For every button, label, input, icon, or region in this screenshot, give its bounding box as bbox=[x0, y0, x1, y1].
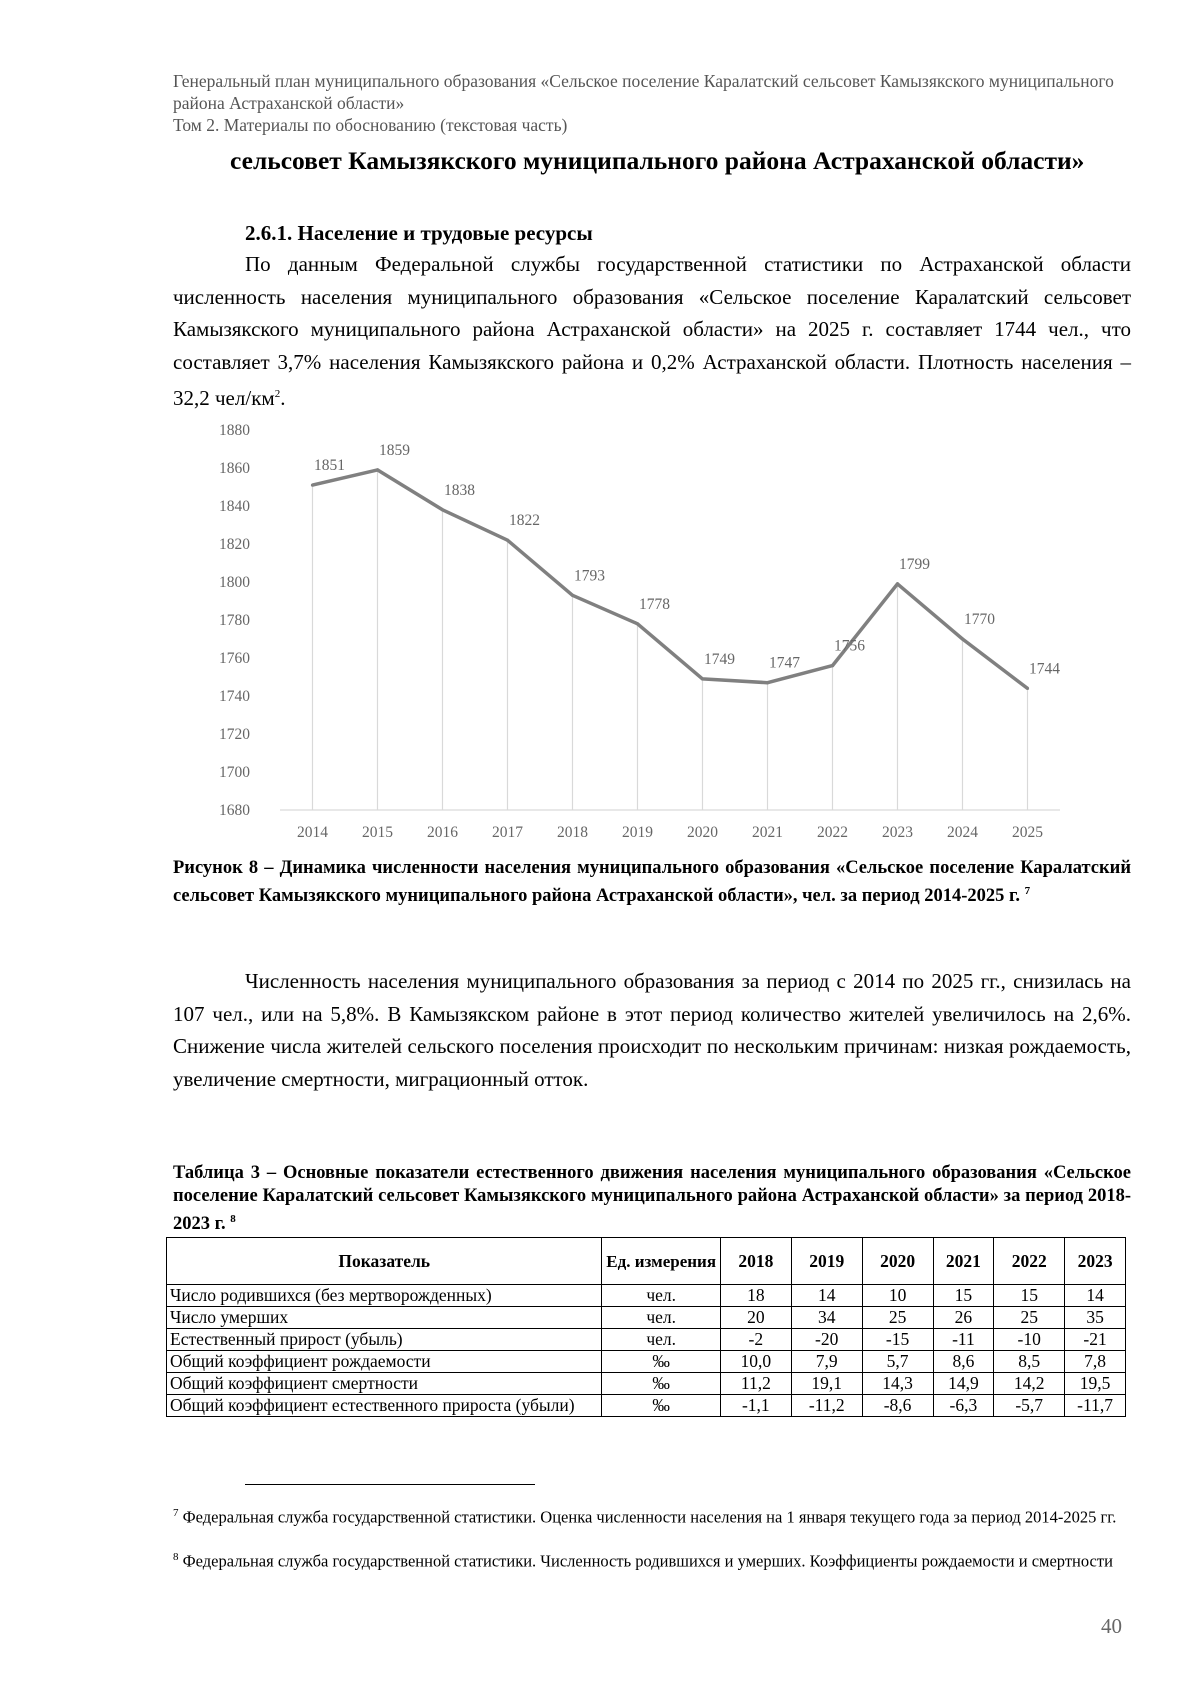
footnote-separator bbox=[245, 1484, 535, 1485]
data-point bbox=[636, 622, 639, 625]
x-tick-label: 2020 bbox=[687, 824, 718, 841]
x-tick-label: 2016 bbox=[427, 824, 458, 841]
unit-cell: чел. bbox=[602, 1329, 720, 1351]
value-cell: 7,9 bbox=[791, 1351, 862, 1373]
value-cell: -10 bbox=[994, 1329, 1065, 1351]
value-cell: 5,7 bbox=[862, 1351, 933, 1373]
y-tick-label: 1880 bbox=[219, 422, 250, 439]
table-caption bbox=[173, 1162, 1131, 1236]
x-tick-label: 2015 bbox=[362, 824, 393, 841]
table-row bbox=[167, 1307, 1126, 1329]
y-tick-label: 1700 bbox=[219, 764, 250, 781]
value-cell: 18 bbox=[720, 1285, 791, 1307]
x-tick-label: 2018 bbox=[557, 824, 588, 841]
data-label: 1749 bbox=[704, 650, 735, 668]
header-indicator: Показатель bbox=[167, 1238, 602, 1285]
value-cell: 14,9 bbox=[933, 1373, 994, 1395]
table-row bbox=[167, 1329, 1126, 1351]
unit-cell: чел. bbox=[602, 1285, 720, 1307]
footnote-ref-8: 8 bbox=[230, 1213, 236, 1225]
value-cell: 25 bbox=[994, 1307, 1065, 1329]
y-tick-label: 1860 bbox=[219, 460, 250, 477]
value-cell: 25 bbox=[862, 1307, 933, 1329]
value-cell: -15 bbox=[862, 1329, 933, 1351]
data-label: 1838 bbox=[444, 481, 475, 499]
data-point bbox=[1026, 687, 1029, 690]
running-header-volume: Том 2. Материалы по обоснованию (текстовая часть) bbox=[173, 115, 568, 135]
value-cell: -5,7 bbox=[994, 1395, 1065, 1417]
data-point bbox=[441, 508, 444, 511]
data-point bbox=[701, 677, 704, 680]
section-heading: 2.6.1. Население и трудовые ресурсы bbox=[245, 221, 593, 245]
indicator-cell: Естественный прирост (убыль) bbox=[167, 1329, 602, 1351]
indicator-cell: Число родившихся (без мертворожденных) bbox=[167, 1285, 602, 1307]
running-header-title: Генеральный план муниципального образования «Сельское поселение Каралатский сельсовет Камызякского муниципального района Астраханской области» bbox=[173, 71, 1114, 113]
y-tick-label: 1720 bbox=[219, 726, 250, 743]
indicator-cell: Число умерших bbox=[167, 1307, 602, 1329]
value-cell: -6,3 bbox=[933, 1395, 994, 1417]
value-cell: 26 bbox=[933, 1307, 994, 1329]
data-point bbox=[961, 637, 964, 640]
header-year: 2019 bbox=[791, 1238, 862, 1285]
footnote-7 bbox=[173, 1503, 1131, 1528]
value-cell: 35 bbox=[1065, 1307, 1126, 1329]
value-cell: 14,2 bbox=[994, 1373, 1065, 1395]
unit-cell: чел. bbox=[602, 1307, 720, 1329]
value-cell: 34 bbox=[791, 1307, 862, 1329]
x-tick-label: 2021 bbox=[752, 824, 783, 841]
running-header bbox=[173, 70, 1133, 136]
paragraph-population-change: Численность населения муниципального образования за период с 2014 по 2025 гг., снизилась на 107 чел., или на 5,8%. В Камызякском районе в этот период количество жителей увеличилось на 2,6%. Снижение числа жителей сельского поселения происходит по нескольким причинам: низкая рождаемость, увеличение смертности, миграционный отток. bbox=[173, 969, 1131, 1091]
x-tick-label: 2024 bbox=[947, 824, 978, 841]
data-point bbox=[831, 664, 834, 667]
value-cell: -2 bbox=[720, 1329, 791, 1351]
value-cell: 10,0 bbox=[720, 1351, 791, 1373]
value-cell: -21 bbox=[1065, 1329, 1126, 1351]
paragraph-population bbox=[173, 248, 1131, 415]
data-label: 1822 bbox=[509, 512, 540, 530]
data-label: 1770 bbox=[964, 611, 995, 628]
value-cell: -8,6 bbox=[862, 1395, 933, 1417]
footnote-ref-7: 7 bbox=[1024, 885, 1031, 897]
footnote-number: 7 bbox=[173, 1507, 179, 1519]
data-label: 1799 bbox=[899, 555, 930, 573]
data-label: 1793 bbox=[574, 567, 605, 585]
figure-caption-text: Рисунок 8 – Динамика численности населения муниципального образования «Сельское поселение Каралатский сельсовет Камызякского муниципального района Астраханской области», чел. за период 2014-2025 г. bbox=[173, 858, 1131, 907]
x-tick-label: 2022 bbox=[817, 824, 848, 841]
table-row bbox=[167, 1395, 1126, 1417]
y-tick-label: 1840 bbox=[219, 498, 250, 515]
data-label: 1747 bbox=[769, 654, 800, 672]
unit-cell: ‰ bbox=[602, 1351, 720, 1373]
header-unit: Ед. измерения bbox=[602, 1238, 720, 1285]
natural-movement-table bbox=[166, 1237, 1126, 1417]
value-cell: 10 bbox=[862, 1285, 933, 1307]
x-tick-label: 2014 bbox=[297, 824, 328, 841]
footnote-text: Федеральная служба государственной статистики. Оценка численности населения на 1 января текущего года за период 2014-2025 гг. bbox=[178, 1507, 1117, 1527]
superscript-km2: 2 bbox=[274, 388, 281, 400]
x-tick-label: 2025 bbox=[1012, 824, 1043, 841]
table-row bbox=[167, 1373, 1126, 1395]
header-year: 2022 bbox=[994, 1238, 1065, 1285]
data-point bbox=[376, 468, 379, 471]
unit-cell: ‰ bbox=[602, 1395, 720, 1417]
value-cell: 15 bbox=[933, 1285, 994, 1307]
paragraph-population-text: По данным Федеральной службы государственной статистики по Астраханской области численность населения муниципального образования «Сельское поселение Каралатский сельсовет Камызякского муниципального района Астраханской области» на 2025 г. составляет 1744 чел., что составляет 3,7% населения Камызякского района и 0,2% Астраханской области. Плотность населения – 32,2 чел/км bbox=[173, 252, 1131, 410]
data-label: 1859 bbox=[379, 441, 410, 459]
header-year: 2020 bbox=[862, 1238, 933, 1285]
value-cell: 8,5 bbox=[994, 1351, 1065, 1373]
data-point bbox=[571, 594, 574, 597]
population-line-chart bbox=[210, 418, 1090, 848]
unit-cell: ‰ bbox=[602, 1373, 720, 1395]
value-cell: -20 bbox=[791, 1329, 862, 1351]
x-tick-label: 2019 bbox=[622, 824, 653, 841]
value-cell: -11 bbox=[933, 1329, 994, 1351]
paragraph-population-tail: . bbox=[280, 386, 286, 410]
y-tick-label: 1800 bbox=[219, 574, 250, 591]
y-tick-label: 1680 bbox=[219, 802, 250, 819]
footnote-text: Федеральная служба государственной статистики. Численность родившихся и умерших. Коэффициенты рождаемости и смертности bbox=[178, 1551, 1113, 1571]
indicator-cell: Общий коэффициент естественного прироста (убыли) bbox=[167, 1395, 602, 1417]
x-tick-label: 2017 bbox=[492, 824, 523, 841]
data-point bbox=[896, 582, 899, 585]
page-number: 40 bbox=[1101, 1614, 1122, 1638]
title-fragment: сельсовет Камызякского муниципального района Астраханской области» bbox=[230, 146, 1085, 175]
value-cell: 19,1 bbox=[791, 1373, 862, 1395]
value-cell: 7,8 bbox=[1065, 1351, 1126, 1373]
value-cell: 11,2 bbox=[720, 1373, 791, 1395]
value-cell: -11,7 bbox=[1065, 1395, 1126, 1417]
value-cell: 14 bbox=[791, 1285, 862, 1307]
footnote-8 bbox=[173, 1547, 1131, 1572]
x-tick-label: 2023 bbox=[882, 824, 913, 841]
data-point bbox=[311, 484, 314, 487]
value-cell: -11,2 bbox=[791, 1395, 862, 1417]
indicator-cell: Общий коэффициент смертности bbox=[167, 1373, 602, 1395]
data-label: 1851 bbox=[314, 457, 345, 475]
value-cell: 8,6 bbox=[933, 1351, 994, 1373]
y-tick-label: 1740 bbox=[219, 688, 250, 705]
value-cell: 14 bbox=[1065, 1285, 1126, 1307]
data-point bbox=[506, 539, 509, 542]
data-label: 1778 bbox=[639, 595, 670, 613]
indicator-cell: Общий коэффициент рождаемости bbox=[167, 1351, 602, 1373]
value-cell: 19,5 bbox=[1065, 1373, 1126, 1395]
y-tick-label: 1780 bbox=[219, 612, 250, 629]
data-label: 1756 bbox=[834, 637, 865, 655]
header-year: 2018 bbox=[720, 1238, 791, 1285]
header-year: 2021 bbox=[933, 1238, 994, 1285]
series-line bbox=[313, 470, 1028, 689]
header-year: 2023 bbox=[1065, 1238, 1126, 1285]
value-cell: 15 bbox=[994, 1285, 1065, 1307]
data-label: 1744 bbox=[1029, 660, 1060, 678]
table-row bbox=[167, 1351, 1126, 1373]
figure-caption bbox=[173, 857, 1131, 908]
value-cell: 14,3 bbox=[862, 1373, 933, 1395]
footnote-number: 8 bbox=[173, 1551, 179, 1563]
y-tick-label: 1760 bbox=[219, 650, 250, 667]
table-caption-text: Таблица 3 – Основные показатели естественного движения населения муниципального образования «Сельское поселение Каралатский сельсовет Камызякского муниципального района Астраханской области» за период 2018-2023 г. bbox=[173, 1163, 1131, 1235]
table-row bbox=[167, 1285, 1126, 1307]
data-point bbox=[766, 681, 769, 684]
table-header-row bbox=[167, 1238, 1126, 1285]
value-cell: 20 bbox=[720, 1307, 791, 1329]
value-cell: -1,1 bbox=[720, 1395, 791, 1417]
y-tick-label: 1820 bbox=[219, 536, 250, 553]
